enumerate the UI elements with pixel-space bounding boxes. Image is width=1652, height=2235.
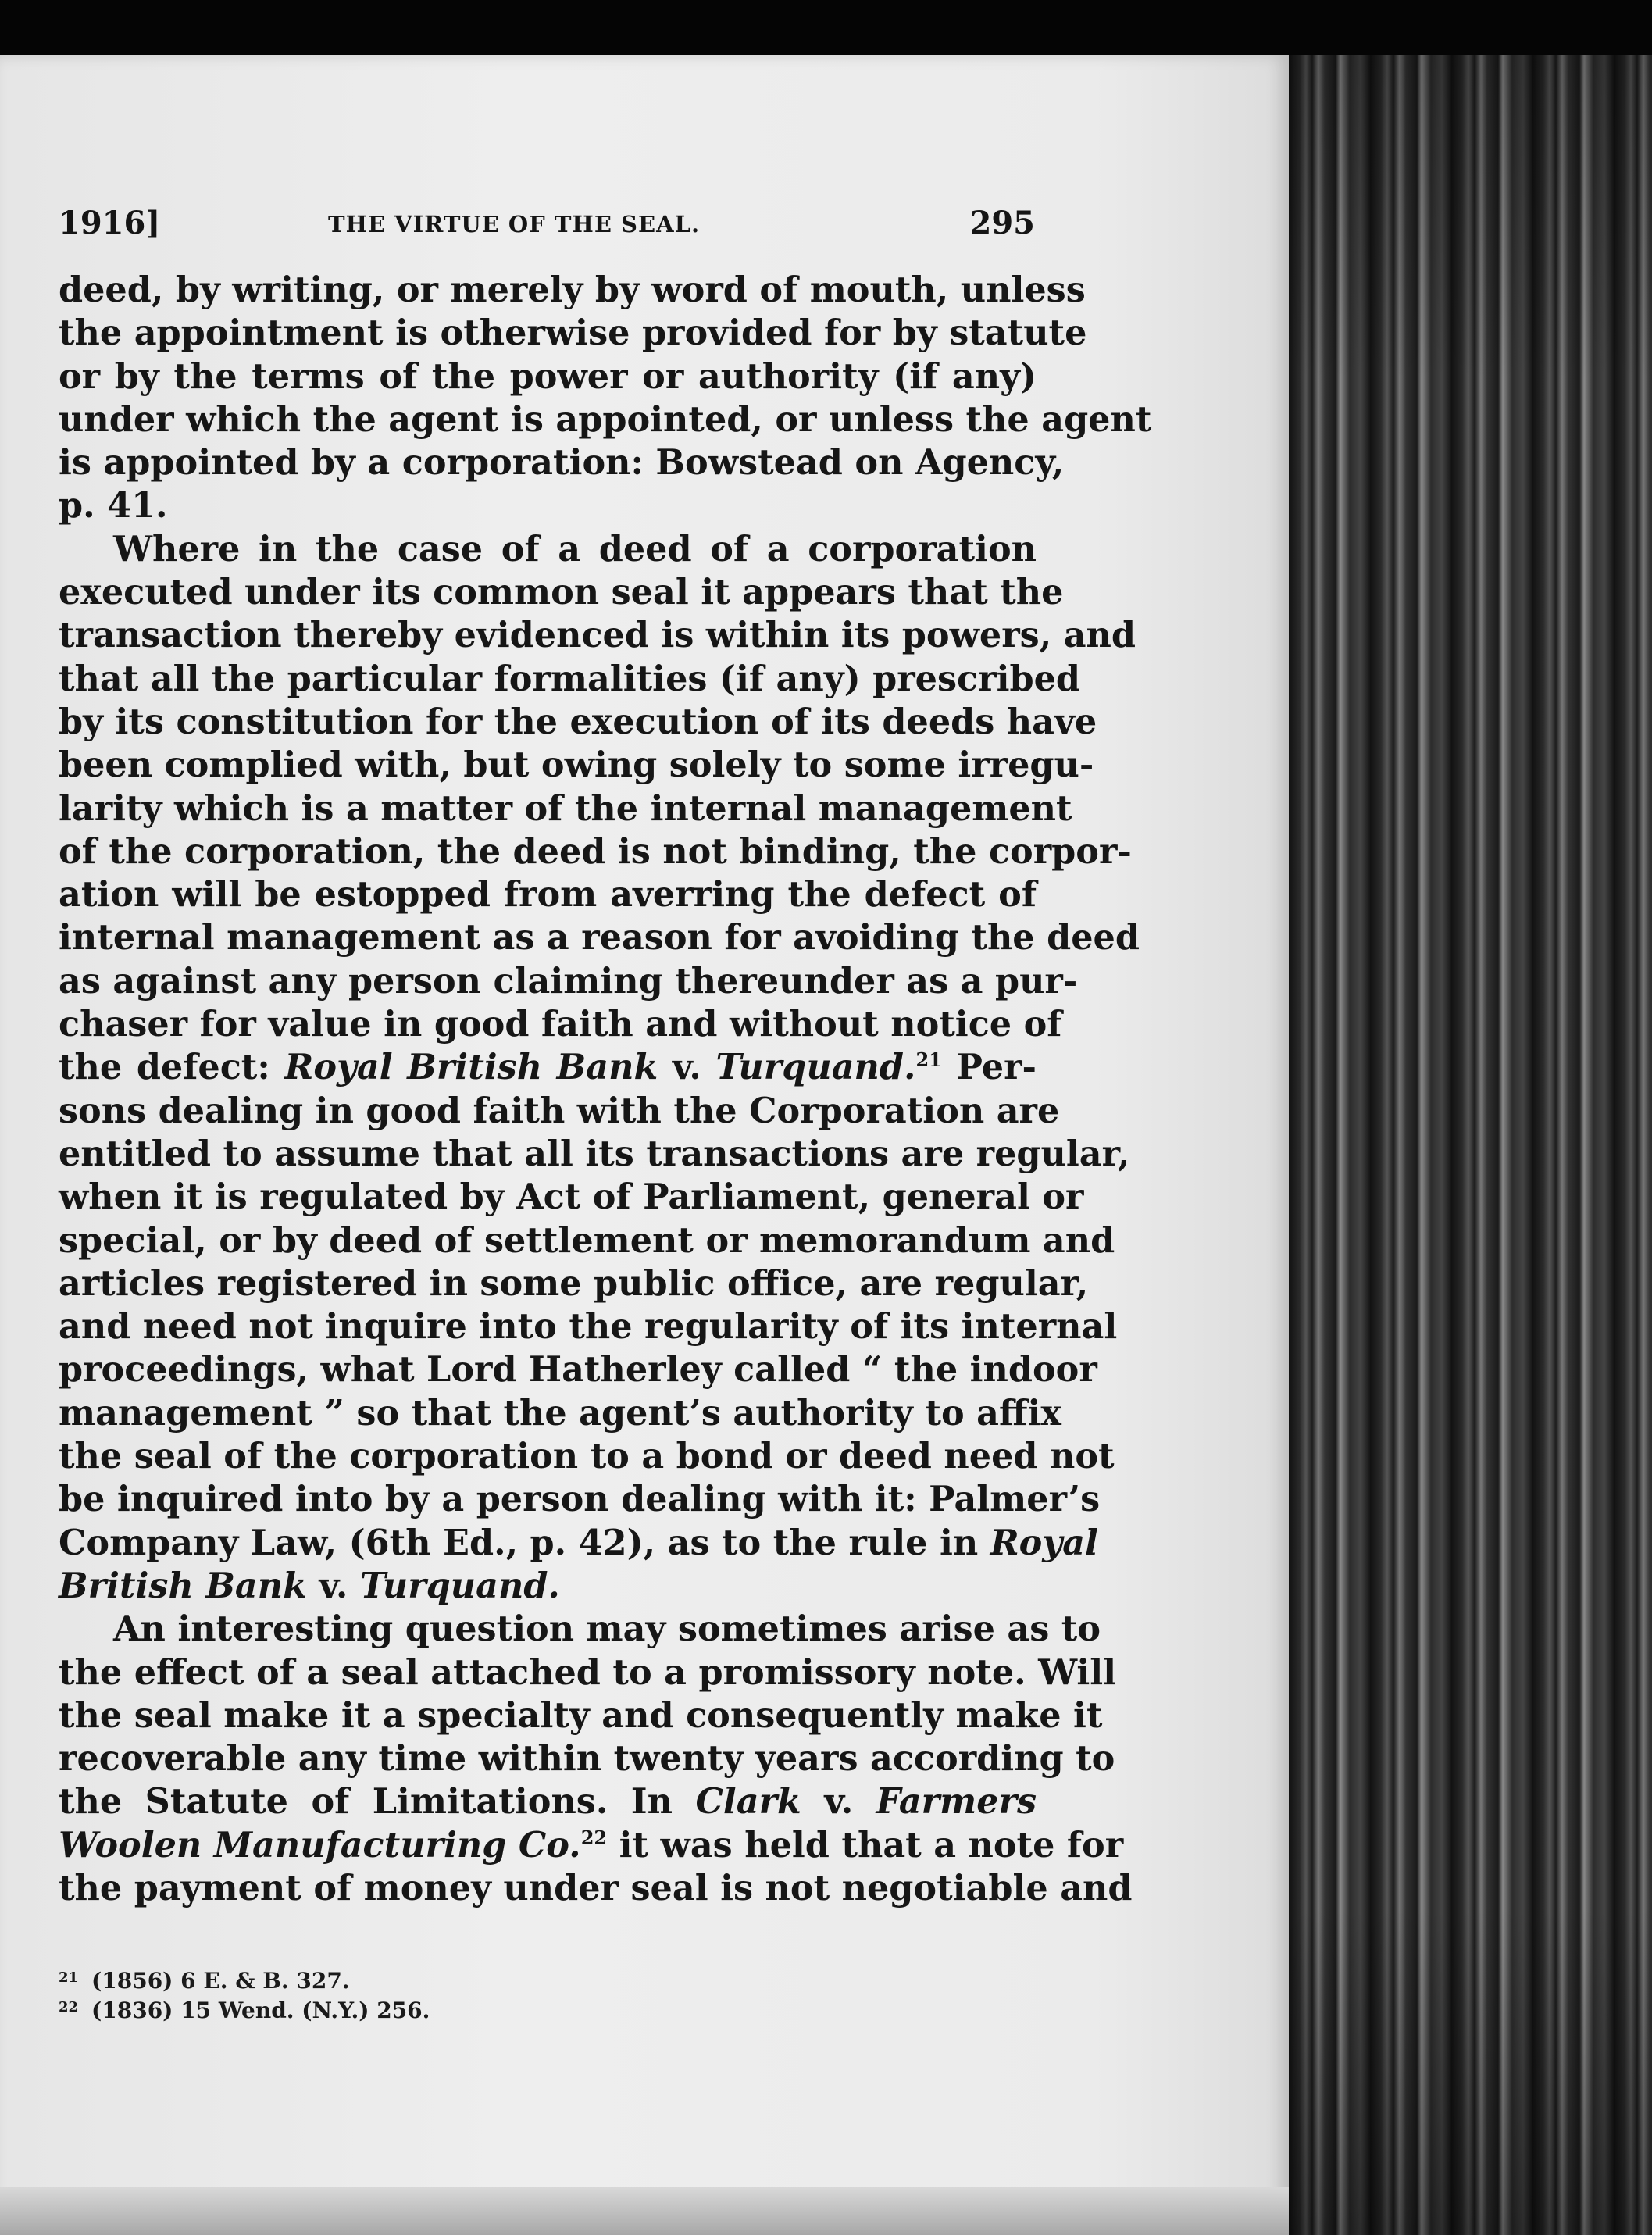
case-name: Turquand. [359,1565,560,1606]
text-line: been complied with, but owing solely to some irregu- [59,744,1094,786]
text-line: Where in the case of a deed of a corporation [113,528,1037,569]
text-line [59,1046,1037,1089]
footnote-text: (1856) 6 E. & B. 327. [91,1968,350,1994]
text-line: recoverable any time within twenty years according to [59,1738,1115,1780]
text-line: transaction thereby evidenced is within its powers, and [59,615,1136,656]
text-run: Per- [941,1047,1037,1088]
paragraph-3 [59,1608,1133,1910]
text-run: the defect: [59,1047,285,1088]
text-line: chaser for value in good faith and without notice of [59,1004,1062,1045]
case-name: Royal [990,1522,1098,1563]
book-edge-shading [1289,55,1652,2235]
text-line: or by the terms of the power or authority (if any) [59,355,1037,397]
footnote-mark: 21 [59,1969,79,1986]
case-name: Farmers [876,1781,1037,1823]
text-line: p. 41. [59,485,168,527]
running-header [59,205,1035,244]
paragraph-1 [59,269,1152,528]
scan-top-border [0,0,1652,59]
text-line: the seal make it a specialty and consequently make it [59,1694,1103,1736]
text-line: of the corporation, the deed is not binding, the corpor- [59,830,1132,872]
text-run: v. [658,1047,716,1088]
paragraph-2 [59,528,1140,1608]
footnote-mark: 22 [59,1999,79,2015]
text-line [59,1824,1124,1867]
footnote-22 [59,1994,762,2024]
text-run: Company Law, (6th Ed., p. 42), as to the rule in [59,1522,990,1563]
text-line: larity which is a matter of the internal management [59,787,1072,829]
case-name: Turquand. [715,1047,916,1088]
text-line [59,1522,1098,1565]
text-line: executed under its common seal it appears that the [59,572,1064,613]
text-line: be inquired into by a person dealing with it: Palmer’s [59,1479,1101,1520]
text-line: that all the particular formalities (if any) prescribed [59,658,1081,699]
text-line: internal management as a reason for avoiding the deed [59,917,1140,959]
case-name: Woolen Manufacturing Co. [59,1824,581,1865]
text-line [59,1780,1037,1823]
text-line: sons dealing in good faith with the Corporation are [59,1090,1060,1131]
header-title: THE VIRTUE OF THE SEAL. [328,211,701,237]
case-name: Royal British Bank [284,1047,658,1088]
text-line: as against any person claiming thereunder as a pur- [59,960,1078,1001]
text-run: the Statute of Limitations. In [59,1781,696,1823]
text-run: v. [306,1565,360,1606]
footnote-21 [59,1965,762,1994]
text-line: under which the agent is appointed, or unless the agent [59,398,1152,440]
footnotes [59,1965,762,2024]
text-line: the appointment is otherwise provided for by statute [59,312,1087,354]
text-run: it was held that a note for [607,1824,1124,1865]
text-line: the seal of the corporation to a bond or deed need not [59,1436,1115,1477]
text-line: the payment of money under seal is not negotiable and [59,1867,1133,1908]
footnote-text: (1836) 15 Wend. (N.Y.) 256. [91,1998,430,2023]
case-name: British Bank [59,1565,307,1606]
text-line: and need not inquire into the regularity of its internal [59,1306,1118,1348]
page-number: 295 [969,205,1035,241]
text-line: management ” so that the agent’s authority to affix [59,1392,1061,1433]
header-year: 1916] [59,205,161,241]
text-run: v. [801,1781,876,1823]
text-line: deed, by writing, or merely by word of mouth, unless [59,270,1086,310]
text-line: An interesting question may sometimes arise as to [113,1608,1101,1650]
text-line: by its constitution for the execution of its deeds have [59,701,1097,742]
text-line: is appointed by a corporation: Bowstead on Agency, [59,442,1065,484]
footnote-ref-22: 22 [580,1826,608,1849]
scan-bottom-border [0,2187,1289,2235]
text-line: entitled to assume that all its transactions are regular, [59,1133,1130,1174]
text-line: special, or by deed of settlement or memorandum and [59,1219,1115,1261]
text-line [59,1565,1037,1608]
text-line: when it is regulated by Act of Parliament, general or [59,1176,1084,1218]
text-line: ation will be estopped from averring the defect of [59,874,1037,916]
text-line: proceedings, what Lord Hatherley called “ the indoor [59,1349,1097,1391]
text-line: the effect of a seal attached to a promissory note. Will [59,1651,1117,1693]
case-name: Clark [695,1781,801,1823]
body-text [59,269,1152,1910]
footnote-ref-21: 21 [915,1048,942,1072]
text-line: articles registered in some public office, are regular, [59,1262,1089,1304]
